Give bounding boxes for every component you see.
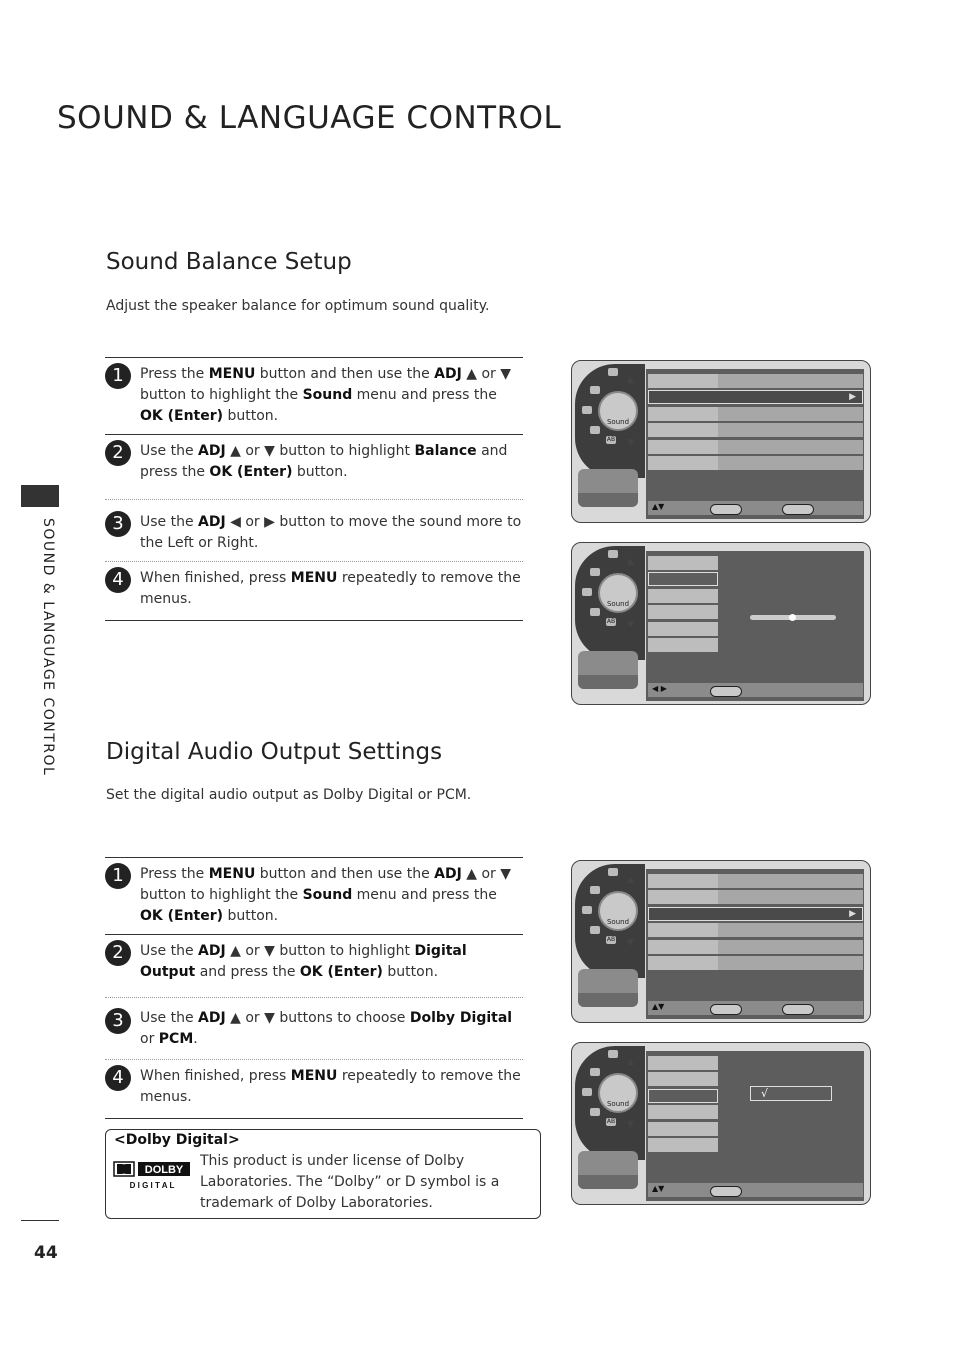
step-text: Press the MENU button and then use the ADJ ▲ or ▼ button to highlight the Sound menu and press the OK (Enter) button. (140, 866, 512, 924)
osd-row (648, 456, 863, 470)
down-arrow-icon: ▼ (627, 938, 634, 948)
osd-sound-menu-1 (571, 360, 871, 523)
osd-row (648, 890, 863, 904)
osd-row (648, 589, 718, 603)
up-arrow-icon: ▲ (627, 375, 634, 385)
osd-row (648, 605, 718, 619)
speaker-icon (590, 886, 600, 894)
picture-menu-icon (608, 368, 618, 376)
osd-digital-output-menu (571, 1042, 871, 1205)
balance-step-2 (105, 434, 523, 499)
step-number: 3 (105, 1008, 131, 1034)
osd-row-selected (648, 1089, 718, 1103)
down-arrow-icon: ▼ (627, 620, 634, 630)
balance-step-1 (105, 357, 523, 434)
osd-screen (646, 869, 864, 1019)
osd-balance-menu (571, 542, 871, 705)
osd-row (648, 423, 863, 437)
side-section-label: SOUND & LANGUAGE CONTROL (40, 518, 56, 777)
osd-row-selected (648, 907, 863, 921)
osd-menu-ring (575, 364, 645, 478)
option-icon (590, 926, 600, 934)
step-text: Use the ADJ ▲ or ▼ button to highlight Balance and press the OK (Enter) button. (140, 443, 508, 480)
speaker-icon (590, 568, 600, 576)
osd-nav-bar (648, 501, 863, 515)
picture-menu-icon (608, 1050, 618, 1058)
osd-row-selected (648, 390, 863, 404)
digital-step-4 (105, 1059, 523, 1119)
dolby-logo-word: DOLBY (144, 1164, 184, 1176)
digital-step-2 (105, 934, 523, 997)
down-arrow-icon: ▼ (627, 438, 634, 448)
step-number: 1 (105, 363, 131, 389)
osd-row (648, 407, 863, 421)
submenu-arrow-icon: ▶ (849, 392, 856, 402)
digital-steps (105, 857, 523, 1119)
menu-pill (782, 504, 814, 515)
ab-icon: AB (606, 1118, 616, 1125)
ok-pill (710, 1186, 742, 1197)
nav-hint: ▲▼ (652, 1002, 665, 1011)
osd-screen (646, 369, 864, 519)
channel-icon (582, 1088, 592, 1096)
osd-side-box (578, 469, 638, 507)
channel-icon (582, 588, 592, 596)
balance-step-3 (105, 499, 523, 561)
side-tab-marker (21, 485, 59, 507)
sound-menu-icon: Sound (598, 891, 638, 931)
step-text: Use the ADJ ▲ or ▼ buttons to choose Dolby Digital or PCM. (140, 1010, 513, 1047)
osd-row (648, 556, 718, 570)
step-number: 4 (105, 1065, 131, 1091)
slider-knob[interactable] (789, 614, 796, 621)
step-text: Press the MENU button and then use the ADJ ▲ or ▼ button to highlight the Sound menu and press the OK (Enter) button. (140, 366, 512, 424)
step-number: 3 (105, 511, 131, 537)
channel-icon (582, 906, 592, 914)
balance-step-4 (105, 561, 523, 621)
speaker-icon (590, 386, 600, 394)
sound-menu-icon: Sound (598, 573, 638, 613)
digital-step-3 (105, 997, 523, 1059)
step-text: When finished, press MENU repeatedly to remove the menus. (140, 570, 521, 607)
step-text: Use the ADJ ◀ or ▶ button to move the sound more to the Left or Right. (140, 514, 522, 551)
ok-pill (710, 686, 742, 697)
osd-nav-bar (648, 683, 863, 697)
down-arrow-icon: ▼ (627, 1120, 634, 1130)
osd-row (648, 956, 863, 970)
osd-row (648, 940, 863, 954)
osd-nav-bar (648, 1001, 863, 1015)
option-icon (590, 608, 600, 616)
balance-steps (105, 357, 523, 621)
osd-menu-ring (575, 1046, 645, 1160)
osd-side-box (578, 969, 638, 1007)
step-text: When finished, press MENU repeatedly to remove the menus. (140, 1068, 521, 1105)
option-icon (590, 426, 600, 434)
submenu-arrow-icon: ▶ (849, 909, 856, 919)
up-arrow-icon: ▲ (627, 557, 634, 567)
nav-hint: ▲▼ (652, 502, 665, 511)
osd-row (648, 1105, 718, 1119)
osd-menu-ring (575, 864, 645, 978)
step-number: 1 (105, 863, 131, 889)
step-text: Use the ADJ ▲ or ▼ button to highlight Digital Output and press the OK (Enter) button. (140, 943, 467, 980)
osd-nav-bar (648, 1183, 863, 1197)
osd-row (648, 440, 863, 454)
step-number: 4 (105, 567, 131, 593)
osd-row-selected (648, 572, 718, 586)
ok-pill (710, 504, 742, 515)
step-number: 2 (105, 940, 131, 966)
menu-pill (782, 1004, 814, 1015)
picture-menu-icon (608, 550, 618, 558)
digital-step-1 (105, 857, 523, 934)
footer-rule (21, 1220, 59, 1221)
option-checkbox[interactable] (750, 1086, 832, 1101)
osd-row (648, 1072, 718, 1086)
osd-row (648, 1122, 718, 1136)
channel-icon (582, 406, 592, 414)
osd-row (648, 923, 863, 937)
page-number: 44 (34, 1243, 58, 1263)
osd-menu-ring (575, 546, 645, 660)
osd-screen (646, 551, 864, 701)
balance-slider[interactable] (750, 615, 836, 620)
digital-description: Set the digital audio output as Dolby Digital or PCM. (106, 787, 472, 803)
dolby-logo-sub: D I G I T A L (129, 1181, 175, 1190)
ok-pill (710, 1004, 742, 1015)
picture-menu-icon (608, 868, 618, 876)
osd-side-box (578, 1151, 638, 1189)
balance-heading: Sound Balance Setup (106, 249, 352, 275)
ab-icon: AB (606, 436, 616, 443)
ab-icon: AB (606, 618, 616, 625)
dolby-note-text: This product is under license of Dolby Laboratories. The “Dolby” or D symbol is a trademark of Dolby Laboratories. (200, 1153, 500, 1211)
option-icon (590, 1108, 600, 1116)
up-arrow-icon: ▲ (627, 875, 634, 885)
speaker-icon (590, 1068, 600, 1076)
sound-menu-icon: Sound (598, 391, 638, 431)
up-arrow-icon: ▲ (627, 1057, 634, 1067)
dolby-note-box (105, 1129, 541, 1219)
osd-row (648, 638, 718, 652)
osd-side-box (578, 651, 638, 689)
step-number: 2 (105, 440, 131, 466)
nav-hint: ◀ ▶ (652, 684, 667, 693)
nav-hint: ▲▼ (652, 1184, 665, 1193)
osd-sound-menu-2 (571, 860, 871, 1023)
balance-description: Adjust the speaker balance for optimum sound quality. (106, 298, 490, 314)
page-title: SOUND & LANGUAGE CONTROL (57, 100, 562, 136)
osd-row (648, 622, 718, 636)
sound-menu-icon: Sound (598, 1073, 638, 1113)
dolby-digital-logo (113, 1161, 191, 1191)
osd-screen (646, 1051, 864, 1201)
ab-icon: AB (606, 936, 616, 943)
digital-heading: Digital Audio Output Settings (106, 739, 443, 765)
osd-row (648, 374, 863, 388)
dolby-note-heading: <Dolby Digital> (114, 1132, 240, 1148)
osd-row (648, 1056, 718, 1070)
osd-row (648, 1138, 718, 1152)
check-icon: √ (761, 1087, 769, 1100)
osd-row (648, 874, 863, 888)
